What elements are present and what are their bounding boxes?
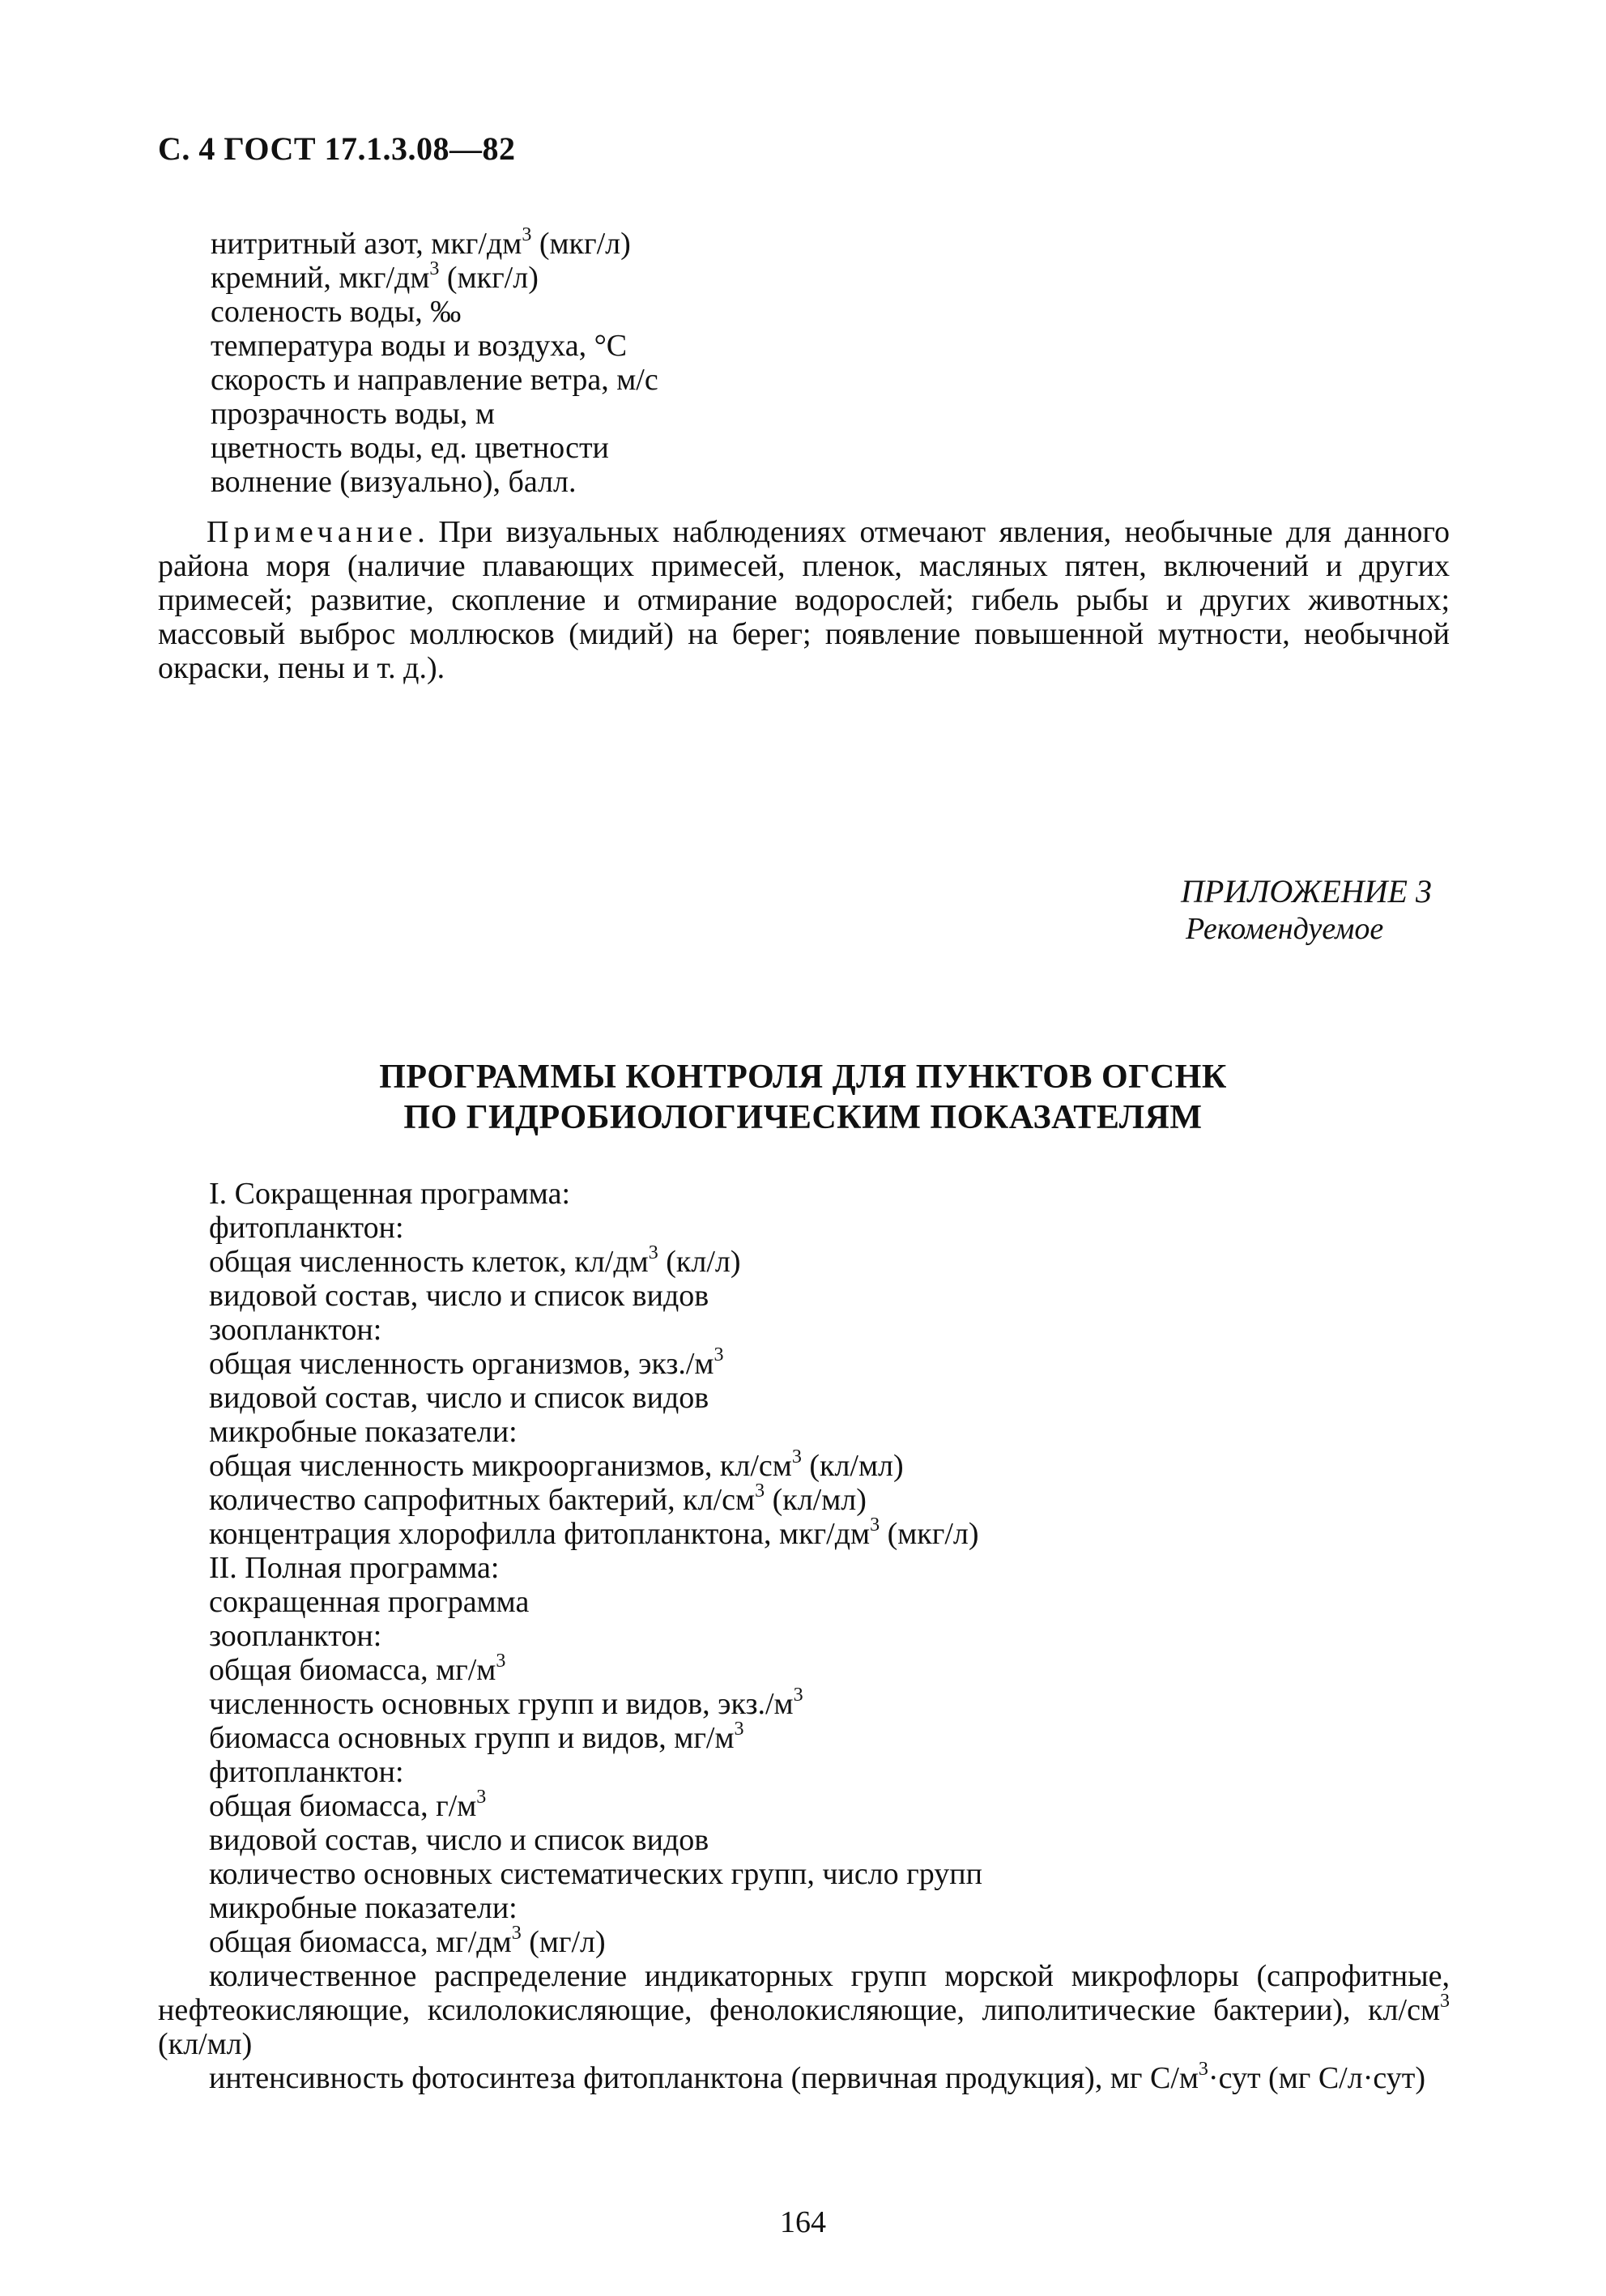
note-label: Примечание <box>207 515 418 549</box>
note-paragraph <box>158 515 1450 685</box>
list-item: I. Сокращенная программа: <box>209 1177 571 1211</box>
list-item: общая численность организмов, $экз./м^3$ <box>209 1344 724 1381</box>
list-item: волнение (визуально), балл. <box>211 465 577 499</box>
list-item: зоопланктон: <box>209 1619 382 1653</box>
list-item: прозрачность воды, м <box>211 397 495 431</box>
list-item: микробные показатели: <box>209 1415 518 1449</box>
list-item: кремний, мкг/$дм^3$ (мкг/л) <box>211 258 539 295</box>
list-item: соленость воды, ‰ <box>211 295 462 329</box>
microflora-paragraph: количественное распределение индикаторных групп морской микрофлоры (сапрофитные, нефтеокисляющие, ксилолокисляющие, фенолокисляющие, липолитические бактерии), $кл/см^3$ (кл/мл) <box>158 1959 1450 2061</box>
list-item: видовой состав, число и список видов <box>209 1823 709 1857</box>
list-item: фитопланктон: <box>209 1755 404 1789</box>
section-title-line2: ПО ГИДРОБИОЛОГИЧЕСКИМ ПОКАЗАТЕЛЯМ <box>403 1099 1203 1136</box>
list-item: нитритный азот, мкг/$дм^3$ (мкг/л) <box>211 224 631 261</box>
list-item: видовой состав, число и список видов <box>209 1381 709 1415</box>
note-text: . При визуальных наблюдениях отмечают явления, необычные для данного района моря (наличие плавающих примесей, пленок, масляных пятен, включений и других примесей; развитие, скопление и отмирание водорослей; гибель рыбы и других животных; массовый выброс моллюсков (мидий) на берег; появление повышенной мутности, необычной окраски, пены и т. д.). <box>158 515 1450 685</box>
list-item: фитопланктон: <box>209 1211 404 1245</box>
list-item: численность основных групп и видов, $экз./м^3$ <box>209 1685 803 1721</box>
list-item: микробные показатели: <box>209 1891 518 1925</box>
list-item: общая численность микроорганизмов, $кл/см^3$ (кл/мл) <box>209 1446 904 1483</box>
program-list <box>209 1177 982 1959</box>
list-item: биомасса основных групп и видов, $мг/м^3$ <box>209 1719 744 1755</box>
appendix-label <box>1181 873 1432 948</box>
section-title-line1: ПРОГРАММЫ КОНТРОЛЯ ДЛЯ ПУНКТОВ ОГСНК <box>379 1059 1227 1096</box>
photosynthesis-paragraph: интенсивность фотосинтеза фитопланктона (первичная продукция), мг $С/м^3\cdot сут$ (мг С/л·сут) <box>209 2059 1425 2095</box>
list-item: общая биомасса, $мг/м^3$ <box>209 1651 506 1687</box>
list-item: зоопланктон: <box>209 1313 382 1347</box>
list-item: скорость и направление ветра, м/с <box>211 363 658 397</box>
list-item: температура воды и воздуха, °С <box>211 329 628 363</box>
appendix-subtitle: Рекомендуемое <box>1186 912 1384 946</box>
list-item: цветность воды, ед. цветности <box>211 431 609 465</box>
page-number: 164 <box>780 2205 826 2239</box>
page-header: С. 4 ГОСТ 17.1.3.08—82 <box>158 130 516 167</box>
list-item: общая биомасса, $мг/дм^3$ (мг/л) <box>209 1923 606 1959</box>
list-item: количество основных систематических групп, число групп <box>209 1857 982 1891</box>
parameter-list <box>211 224 658 499</box>
list-item: общая биомасса, $г/м^3$ <box>209 1787 487 1823</box>
list-item: II. Полная программа: <box>209 1551 500 1585</box>
list-item: общая численность клеток, $кл/дм^3$ (кл/л) <box>209 1242 741 1279</box>
appendix-title: ПРИЛОЖЕНИЕ 3 <box>1181 873 1432 909</box>
list-item: количество сапрофитных бактерий, $кл/см^3$ (кл/мл) <box>209 1480 867 1517</box>
list-item: сокращенная программа <box>209 1585 530 1619</box>
list-item: концентрация хлорофилла фитопланктона, мкг/$дм^3$ (мкг/л) <box>209 1514 979 1551</box>
list-item: видовой состав, число и список видов <box>209 1279 709 1313</box>
